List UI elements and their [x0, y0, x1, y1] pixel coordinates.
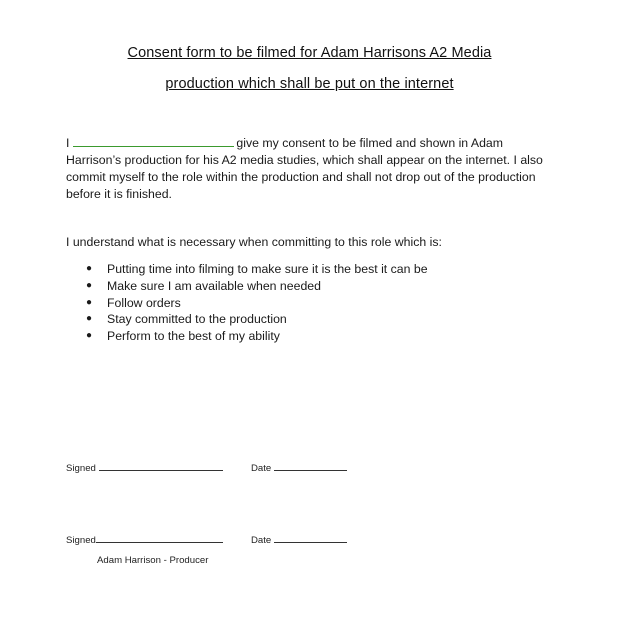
consent-text: give my consent to be filmed and shown in Adam Harrison’s production for his A2 media studies, which shall appear on the internet. I also commit myself to the role within the production and shall not drop out of the production before it is finished. — [66, 136, 543, 201]
list-item — [86, 328, 428, 345]
signed-label: Signed — [66, 535, 96, 546]
bullet-icon: ● — [86, 279, 93, 291]
signature-line — [96, 532, 223, 543]
requirement-text: Stay committed to the production — [107, 312, 287, 327]
date-line — [274, 532, 347, 543]
requirements-list — [86, 261, 428, 345]
bullet-icon: ● — [86, 313, 93, 325]
document-title-line-1: Consent form to be filmed for Adam Harrisons A2 Media — [127, 45, 492, 61]
date-field-2 — [251, 532, 347, 546]
list-item — [86, 311, 428, 328]
name-blank-line — [73, 134, 234, 147]
consent-prefix: I — [66, 136, 70, 150]
list-item — [86, 278, 428, 295]
bullet-icon: ● — [86, 263, 93, 274]
date-label: Date — [251, 535, 272, 546]
signature-line — [99, 460, 223, 471]
signed-label: Signed — [66, 463, 96, 474]
requirement-text: Make sure I am available when needed — [107, 278, 321, 293]
consent-paragraph — [66, 134, 556, 203]
signature-field-1 — [66, 460, 223, 474]
date-line — [274, 460, 347, 471]
date-field-1 — [251, 460, 347, 474]
understand-paragraph: I understand what is necessary when committing to this role which is: — [66, 235, 442, 249]
requirement-text: Perform to the best of my ability — [107, 329, 280, 344]
list-item — [86, 261, 428, 278]
date-label: Date — [251, 463, 272, 474]
bullet-icon: ● — [86, 296, 93, 308]
requirement-text: Putting time into filming to make sure it is the best it can be — [107, 262, 428, 276]
signature-field-2 — [66, 532, 223, 546]
list-item — [86, 295, 428, 312]
requirement-text: Follow orders — [107, 295, 181, 310]
producer-caption: Adam Harrison - Producer — [97, 555, 209, 566]
bullet-icon: ● — [86, 330, 93, 342]
document-title-line-2: production which shall be put on the internet — [165, 76, 454, 92]
